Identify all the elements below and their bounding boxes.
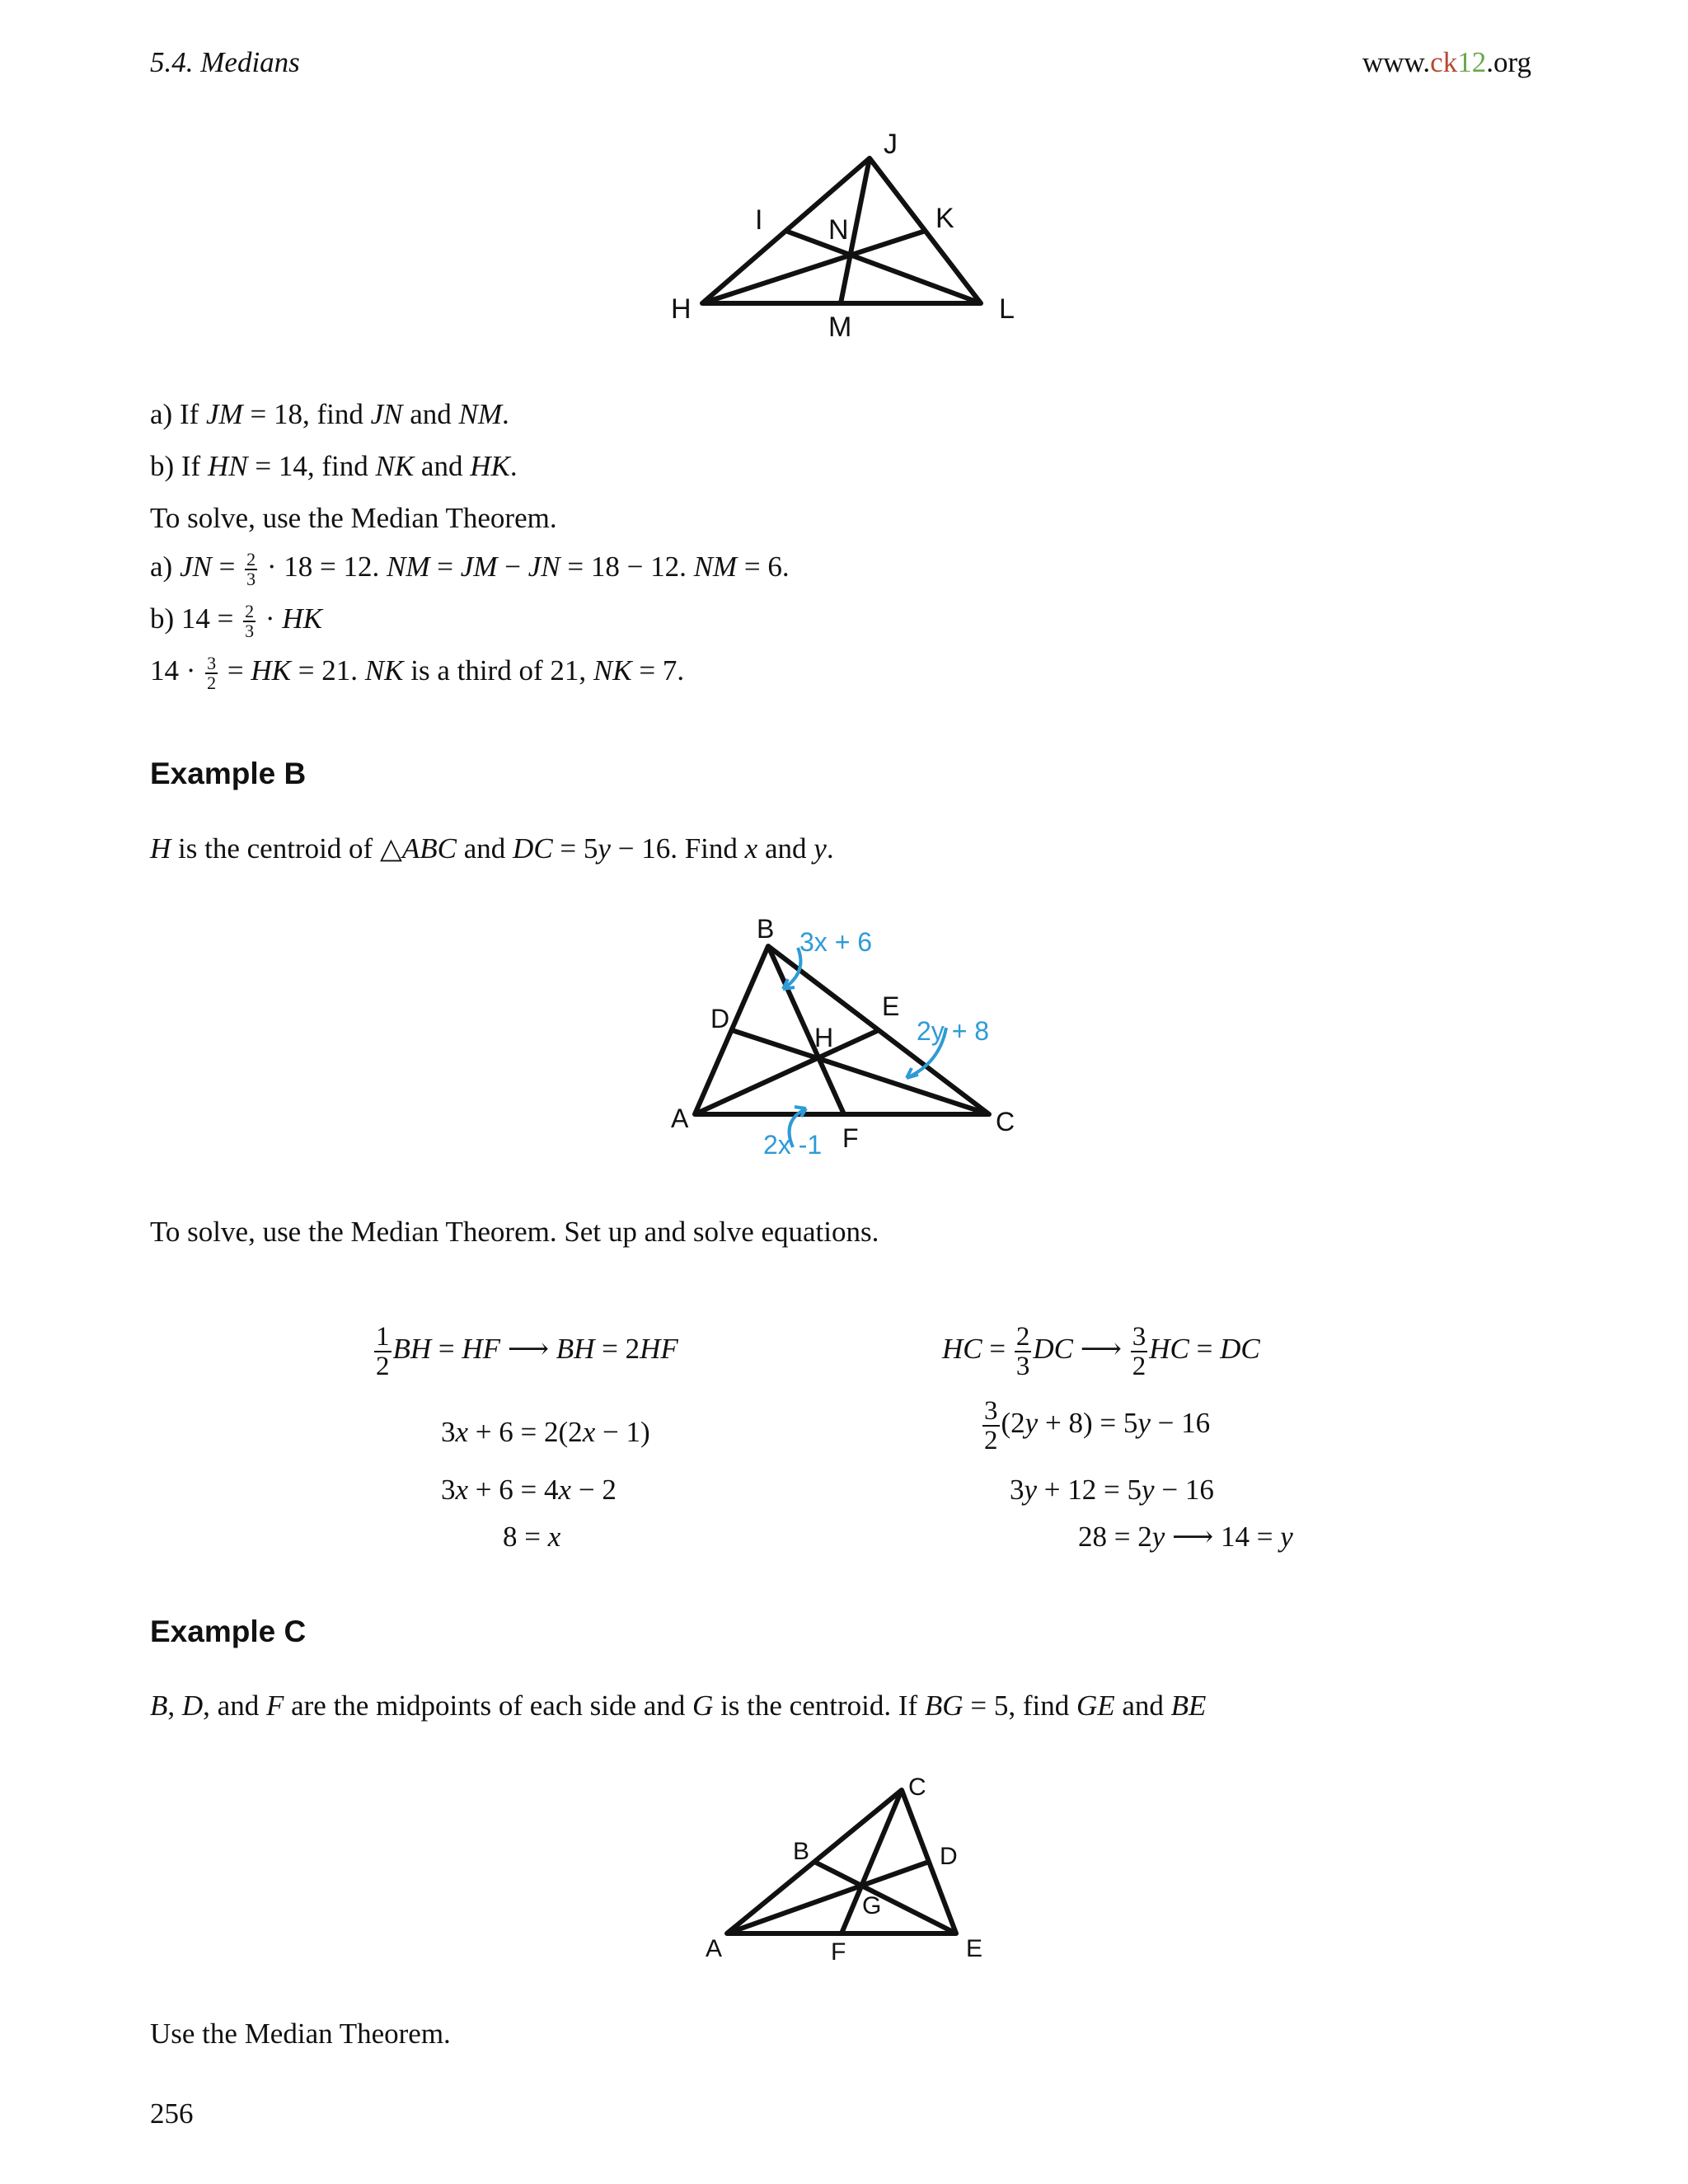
label-g: G	[862, 1892, 882, 1919]
label-n: N	[828, 214, 849, 246]
label-b: B	[793, 1838, 810, 1865]
site-12: 12	[1457, 46, 1487, 78]
label-b: B	[757, 914, 775, 944]
figure-triangle-abc	[659, 907, 1039, 1170]
figure-triangle-hjl	[659, 124, 1039, 346]
example-c-question: B, D, and F are the midpoints of each side and G is the centroid. If BG = 5, find GE and BE	[150, 1690, 1207, 1722]
label-e: E	[882, 991, 900, 1021]
site-suffix: .org	[1486, 46, 1531, 78]
eq-right-2: $\frac{3}{2}$ (2y + 8) = 5y − 16	[984, 1396, 1211, 1455]
instruction-a: To solve, use the Median Theorem.	[150, 502, 557, 534]
section-title: 5.4. Medians	[150, 46, 300, 78]
eq-left-3: 3x + 6 = 4x − 2	[441, 1474, 617, 1506]
label-2x-minus-1: 2x -1	[763, 1130, 823, 1160]
label-f: F	[842, 1123, 859, 1153]
label-2y-plus-8: 2y + 8	[917, 1016, 990, 1046]
label-c: C	[908, 1774, 926, 1801]
example-b-question: H is the centroid of △ABC and DC = 5y − 16. Find x and y.	[150, 832, 834, 865]
eq-right-1: HC = $\frac{2}{3}$ DC ⟶ $\frac{3}{2}$ HC = DC	[942, 1322, 1260, 1381]
label-f: F	[831, 1938, 846, 1966]
median-ad	[727, 1862, 929, 1933]
eq-left-1: $\frac{1}{2}$ BH = HF ⟶ BH = 2HF	[376, 1322, 678, 1381]
page-number: 256	[150, 2097, 194, 2130]
solution-b2: 14 · $\frac{3}{2}$ = HK = 21. NK is a third of 21, NK = 7.	[150, 653, 685, 693]
median-ae	[695, 1030, 879, 1114]
instruction-c: Use the Median Theorem.	[150, 2018, 451, 2050]
label-d: D	[710, 1004, 730, 1033]
figure-triangle-ace	[692, 1772, 1022, 1978]
label-k: K	[935, 203, 954, 234]
label-3x-plus-6: 3x + 6	[799, 927, 873, 957]
instruction-b: To solve, use the Median Theorem. Set up and solve equations.	[150, 1216, 879, 1248]
eq-left-2: 3x + 6 = 2(2x − 1)	[441, 1416, 650, 1448]
label-c: C	[996, 1107, 1015, 1137]
label-h: H	[671, 293, 692, 325]
solution-b: b) 14 = $\frac{2}{3}$ · HK	[150, 601, 322, 641]
label-j: J	[884, 129, 898, 160]
label-a: A	[706, 1935, 723, 1962]
label-d: D	[940, 1843, 958, 1870]
question-a: a) If JM = 18, find JN and NM.	[150, 398, 509, 430]
example-b-heading: Example B	[150, 757, 307, 790]
site-ck: ck	[1430, 46, 1458, 78]
label-m: M	[828, 312, 852, 343]
label-e: E	[966, 1935, 983, 1962]
label-i: I	[755, 204, 763, 236]
question-b: b) If HN = 14, find NK and HK.	[150, 450, 518, 482]
eq-right-3: 3y + 12 = 5y − 16	[1010, 1474, 1214, 1506]
eq-right-4: 28 = 2y ⟶ 14 = y	[1078, 1521, 1293, 1553]
label-a: A	[671, 1104, 689, 1133]
solution-a: a) JN = $\frac{2}{3}$ · 18 = 12. NM = JM − JN = 18 − 12. NM = 6.	[150, 549, 790, 589]
site-url[interactable]	[1362, 46, 1531, 79]
site-prefix: www.	[1362, 46, 1431, 78]
label-l: L	[999, 293, 1015, 325]
example-c-heading: Example C	[150, 1615, 307, 1648]
label-h: H	[814, 1023, 834, 1052]
eq-left-4: 8 = x	[503, 1521, 561, 1553]
